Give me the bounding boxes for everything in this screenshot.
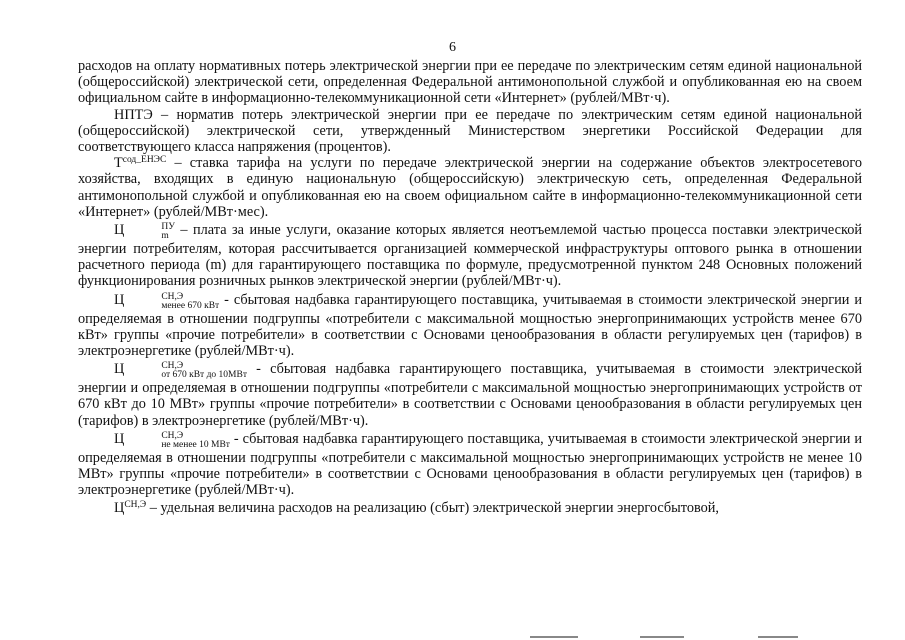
symbol-tariff-rate bbox=[114, 155, 166, 171]
symbol-markup-over-10 bbox=[114, 430, 230, 450]
paragraph-tariff-rate bbox=[78, 155, 862, 220]
definition-tariff-rate: – ставка тарифа на услуги по передаче электрической энергии на содержание объектов электросетевого хозяйства, входящих в единую национальную (общероссийскую) электрическую сеть, определенная Федеральной антимонопольной службой и опубликованная ею на своем официальном сайте в информационно-телекоммуникационной сети «Интернет» (рублей/МВт·мес). bbox=[78, 155, 862, 220]
symbol-specific-costs bbox=[114, 500, 146, 516]
symbol-superscript: СН,Э bbox=[161, 291, 184, 302]
paragraph-specific-costs bbox=[78, 500, 862, 516]
symbol-markup-under-670 bbox=[114, 291, 220, 311]
symbol-superscript: СН,Э bbox=[161, 430, 184, 441]
symbol-other-services bbox=[114, 222, 175, 242]
paragraph-markup-over-10 bbox=[78, 431, 862, 499]
definition-markup-670-to-10: - сбытовая надбавка гарантирующего поставщика, учитываемая в стоимости электрической энергии и определяемая в отношении подгруппы «потребители с максимальной мощностью энергопринимающих устройств от 670 кВт до 10 МВт» группы «прочие потребители» в соответствии с Основами ценообразования в области регулируемых цен (тарифов) в электроэнергетике (рублей/МВт·ч). bbox=[78, 361, 862, 429]
symbol-base: Ц bbox=[114, 222, 125, 239]
paragraph-markup-670-to-10 bbox=[78, 361, 862, 429]
scan-artifact-line bbox=[758, 636, 798, 638]
definition-specific-costs: – удельная величина расходов на реализацию (сбыт) электрической энергии энергосбытовой, bbox=[146, 500, 719, 517]
paragraph-other-services bbox=[78, 222, 862, 290]
scan-artifact-line bbox=[640, 636, 684, 638]
symbol-base: Ц bbox=[114, 361, 125, 378]
symbol-subscript: не менее 10 МВт bbox=[161, 439, 230, 450]
document-body bbox=[78, 58, 862, 517]
symbol-superscript: СН,Э bbox=[124, 500, 147, 511]
definition-other-services: – плата за иные услуги, оказание которых является неотъемлемой частью процесса поставки электрической энергии потребителям, которая рассчитывается организацией коммерческой инфраструктуры оптового рынка в отношении расчетного периода (m) для гарантирующего поставщика по формуле, предусмотренной пунктом 248 Основных положений функционирования розничных рынков электрической энергии (рублей/МВт·ч). bbox=[78, 222, 862, 290]
paragraph-markup-under-670 bbox=[78, 292, 862, 360]
symbol-subscript: менее 670 кВт bbox=[161, 300, 220, 311]
paragraph-npte bbox=[78, 107, 862, 156]
symbol-subscript: m bbox=[161, 231, 169, 242]
symbol-superscript: ПУ bbox=[161, 222, 175, 233]
symbol-markup-670-to-10 bbox=[114, 361, 247, 381]
symbol-superscript: СН,Э bbox=[161, 361, 184, 372]
symbol-base: Ц bbox=[114, 500, 125, 517]
page-number: 6 bbox=[449, 40, 456, 55]
symbol-superscript: сод_ЕНЭС bbox=[122, 155, 167, 166]
definition-markup-over-10: - сбытовая надбавка гарантирующего поставщика, учитываемая в стоимости электрической энергии и определяемая в отношении подгруппы «потребители с максимальной мощностью энергопринимающих устройств не менее 10 МВт» группы «прочие потребители» в соответствии с Основами ценообразования в области регулируемых цен (тарифов) в электроэнергетике (рублей/МВт·ч). bbox=[78, 430, 862, 499]
symbol-base: Ц bbox=[114, 291, 125, 308]
definition-markup-under-670: - сбытовая надбавка гарантирующего поставщика, учитываемая в стоимости электрической энергии и определяемая в отношении подгруппы «потребители с максимальной мощностью энергопринимающих устройств менее 670 кВт» группы «прочие потребители» в соответствии с Основами ценообразования в области регулируемых цен (тарифов) в электроэнергетике (рублей/МВт·ч). bbox=[78, 291, 862, 360]
symbol-base: Т bbox=[114, 155, 123, 172]
symbol-npte: НПТЭ bbox=[114, 106, 153, 123]
symbol-base: Ц bbox=[114, 430, 125, 447]
symbol-subscript: от 670 кВт до 10МВт bbox=[161, 370, 247, 381]
paragraph-losses-cost: расходов на оплату нормативных потерь электрической энергии при ее передаче по электрическим сетям единой национальной (общероссийской) электрической сети, определенная Федеральной антимонопольной службой и опубликованная ею на своем официальном сайте в информационно-телекоммуникационной сети «Интернет» (рублей/МВт·ч). bbox=[78, 58, 862, 107]
definition-npte: – норматив потерь электрической энергии при ее передаче по электрическим сетям единой национальной (общероссийской) электрической сети, утвержденный Министерством энергетики Российской Федерации для соответствующего класса напряжения (процентов). bbox=[78, 106, 862, 156]
scan-artifact-line bbox=[530, 636, 578, 638]
